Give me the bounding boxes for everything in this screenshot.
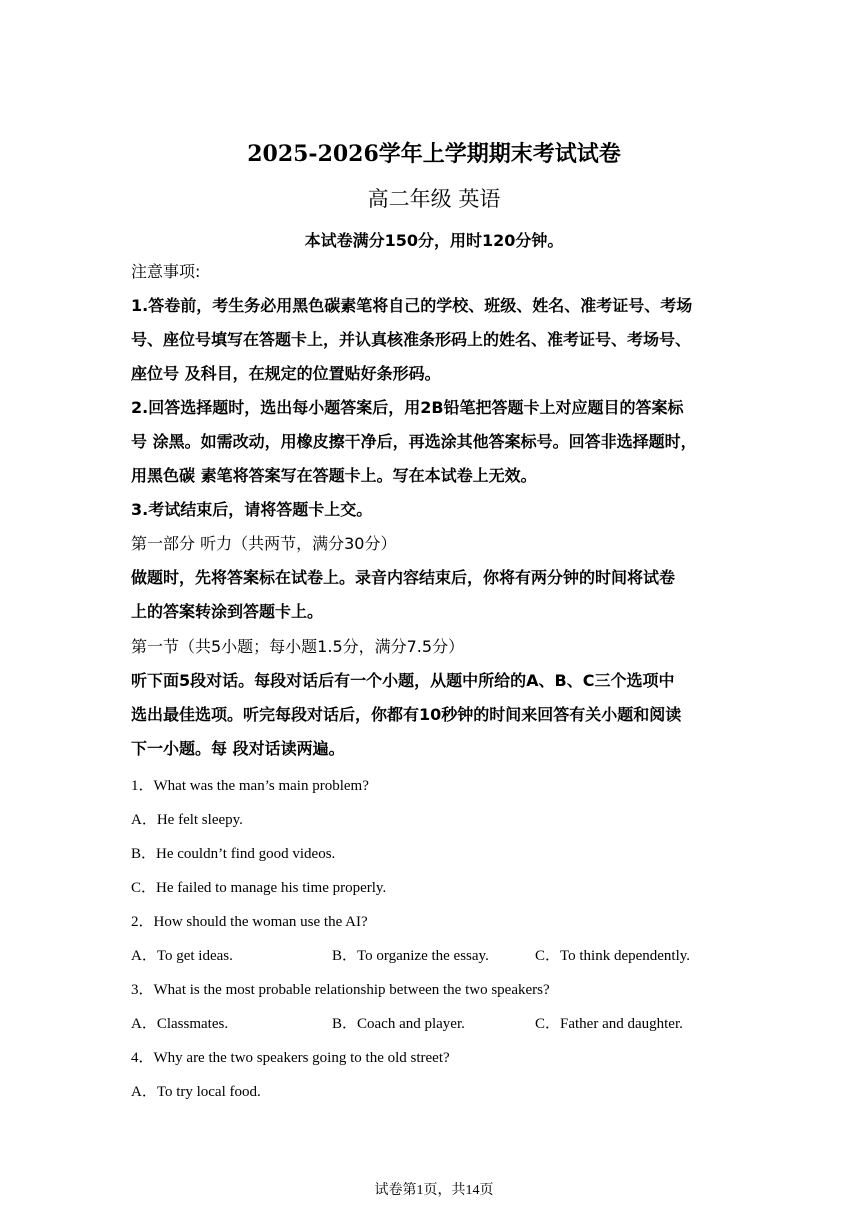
section1-instruction: 听下面5段对话。每段对话后有一个小题，从题中所给的A、B、C三个选项中 <box>131 671 675 690</box>
note-line: 座位号 及科目，在规定的位置贴好条形码。 <box>131 364 441 383</box>
option: B．To organize the essay. <box>332 948 489 964</box>
option: A．He felt sleepy. <box>131 812 243 828</box>
exam-title: 2025-2026学年上学期期末考试试卷 <box>247 141 621 167</box>
page-footer: 试卷第1页，共14页 <box>374 1183 494 1198</box>
question-stem: 3．What is the most probable relationship between the two speakers? <box>131 982 550 998</box>
option: C．He failed to manage his time properly. <box>131 880 387 896</box>
section1-heading: 第一节（共5小题；每小题1.5分，满分7.5分） <box>131 637 465 656</box>
question-stem: 4．Why are the two speakers going to the old street? <box>131 1050 450 1066</box>
exam-info: 本试卷满分150分，用时120分钟。 <box>304 231 564 250</box>
option: C．To think dependently. <box>535 948 691 964</box>
option: B．He couldn’t find good videos. <box>131 846 336 862</box>
option: B．Coach and player. <box>332 1016 465 1032</box>
part1-instruction: 上的答案转涂到答题卡上。 <box>131 602 324 621</box>
option: A．To try local food. <box>131 1084 261 1100</box>
option: C．Father and daughter. <box>535 1016 683 1032</box>
question-stem: 2．How should the woman use the AI? <box>131 914 368 930</box>
option: A．To get ideas. <box>131 948 233 964</box>
part1-instruction: 做题时，先将答案标在试卷上。录音内容结束后，你将有两分钟的时间将试卷 <box>131 568 676 587</box>
section1-instruction: 下一小题。每 段对话读两遍。 <box>131 739 345 758</box>
note-line: 1.答卷前，考生务必用黑色碳素笔将自己的学校、班级、姓名、准考证号、考场 <box>131 296 693 315</box>
note-line: 3.考试结束后，请将答题卡上交。 <box>131 500 373 519</box>
option: A．Classmates. <box>131 1016 229 1032</box>
notes-heading: 注意事项: <box>131 262 201 281</box>
question-stem: 1．What was the man’s main problem? <box>131 778 369 794</box>
note-line: 号 涂黑。如需改动，用橡皮擦干净后，再选涂其他答案标号。回答非选择题时， <box>131 432 697 451</box>
grade-subject: 高二年级 英语 <box>367 187 501 211</box>
note-line: 2.回答选择题时，选出每小题答案后，用2B铅笔把答题卡上对应题目的答案标 <box>131 398 684 417</box>
note-line: 用黑色碳 素笔将答案写在答题卡上。写在本试卷上无效。 <box>131 466 537 485</box>
part1-heading: 第一部分 听力（共两节，满分30分） <box>131 534 397 553</box>
note-line: 号、座位号填写在答题卡上，并认真核准条形码上的姓名、准考证号、考场号、 <box>131 330 692 349</box>
section1-instruction: 选出最佳选项。听完每段对话后，你都有10秒钟的时间来回答有关小题和阅读 <box>131 705 682 724</box>
